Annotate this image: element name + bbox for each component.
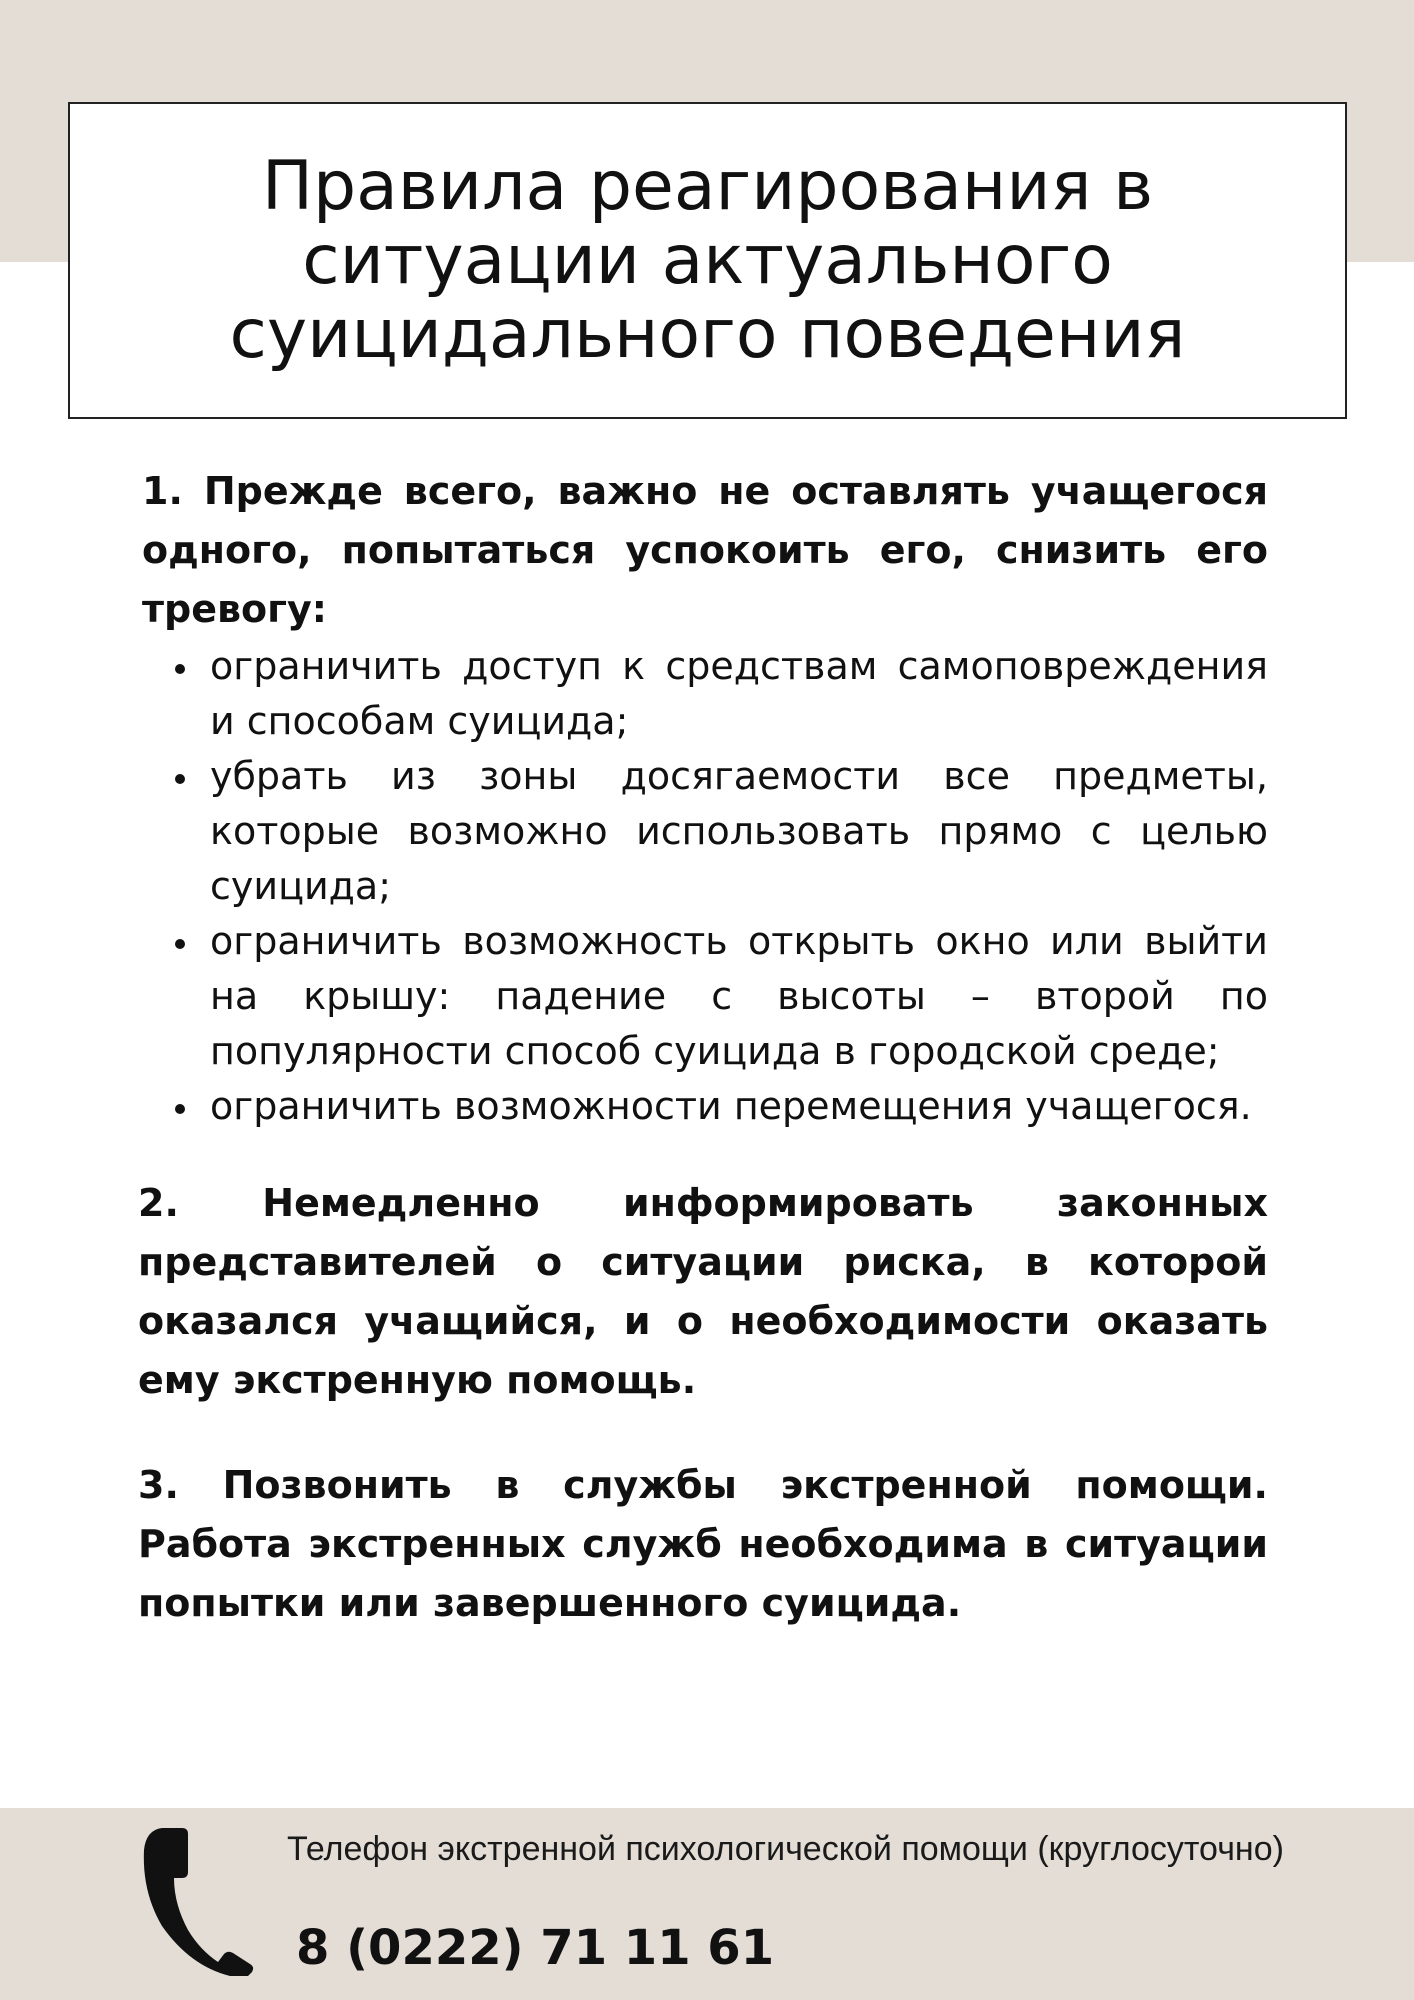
section-3	[138, 1456, 1268, 1633]
list-item: ограничить доступ к средствам самоповреждения и способам суицида;	[210, 639, 1268, 749]
section-1-heading: 1. Прежде всего, важно не оставлять учащегося одного, попытаться успокоить его, снизить его тревогу:	[142, 469, 1268, 631]
main-content	[138, 462, 1268, 1633]
section-1	[138, 462, 1268, 1134]
footer-label: Телефон экстренной психологической помощи (круглосуточно)	[287, 1830, 1284, 1868]
list-item: ограничить возможность открыть окно или выйти на крышу: падение с высоты – второй по популярности способ суицида в городской среде;	[210, 914, 1268, 1079]
section-1-list	[138, 639, 1268, 1134]
section-2-heading: 2. Немедленно информировать законных представителей о ситуации риска, в которой оказался учащийся, и о необходимости оказать ему экстренную помощь.	[138, 1181, 1268, 1402]
phone-icon	[138, 1826, 256, 1976]
section-2	[138, 1174, 1268, 1410]
phone-number[interactable]: 8 (0222) 71 11 61	[296, 1920, 775, 1976]
page-title: Правила реагирования в ситуации актуального суицидального поведения	[229, 146, 1186, 374]
section-3-heading: 3. Позвонить в службы экстренной помощи. Работа экстренных служб необходима в ситуации попытки или завершенного суицида.	[138, 1463, 1268, 1625]
list-item: убрать из зоны досягаемости все предметы, которые возможно использовать прямо с целью суицида;	[210, 749, 1268, 914]
list-item: ограничить возможности перемещения учащегося.	[210, 1079, 1268, 1134]
title-box	[68, 102, 1347, 419]
